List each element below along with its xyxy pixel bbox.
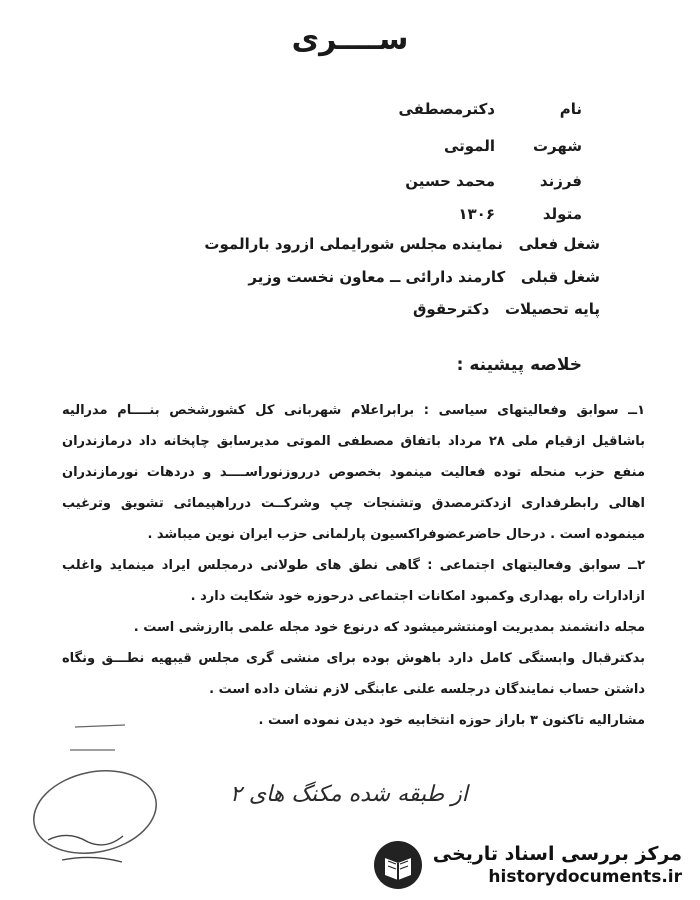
book-logo-icon [373,840,423,890]
field-value: دکترمصطفی [398,100,495,118]
archive-name: مرکز بررسی اسناد تاریخی [432,843,682,865]
previous-job-value: کارمند دارائی ــ معاون نخست وزیر [248,268,506,286]
paragraph-magazine: مجله دانشمند بمدیریت اومنتشرمیشود که درنوع خود مجله علمی باارزشی است . [133,620,645,635]
archive-url: historydocuments.ir [488,867,682,887]
field-label: نام [559,100,582,118]
field-value: محمد حسین [405,172,495,190]
current-job-value: نماینده مجلس شورایملی ازرود بارالموت [204,235,503,253]
field-value: ۱۳۰۶ [458,205,495,223]
field-label: فرزند [539,172,582,190]
footer-text [433,843,682,887]
paragraph-political: ۱ــ سوابق وفعالیتهای سیاسی : برابراعلام شهربانی کل کشورشخص بنــــام مدرالیه باشاقیل ازقیام ملی ۲۸ مرداد باتفاق مصطفی الموتی مدیرسابق چاپخانه داد درمازندران منفع حزب منحله توده فعالیت مینمود بخصوص درروزنوراســــد و دردهات نورمازندران اهالی رابطرفداری ازدکترمصدق وتشنجات چپ وشرکــت درراهپیمائی تشویق وترغیب مینموده است . درحال حاضرعضوفراکسیون پارلمانی حزب ایران نوین میباشد . [62,403,645,542]
margin-bracket-icon [70,725,125,750]
margin-note-icon [62,857,122,862]
handwritten-signature: از طبقه شده مکنگ های ۲ [230,782,468,807]
paragraph-visits: مشارالیه تاکنون ۳ باراز حوزه انتخابیه خود دیدن نموده است . [258,713,645,728]
stamp-scribble-icon [48,835,123,844]
field-label: متولد [542,205,582,223]
field-value: الموتی [443,137,495,155]
previous-job-label: شغل قبلی [520,268,600,286]
field-label: شهرت [532,137,582,155]
education-value: دکترحقوق [413,300,490,318]
paragraph-social: ۲ــ سوابق وفعالیتهای اجتماعی : گاهی نطق های طولانی درمجلس ایراد مینماید واغلب ازادارات راه بهداری وکمبود امکانات اجتماعی درحوزه خود شکایت دارد . [62,558,645,604]
paragraph-secretary: بدکترقبال وابستگی کامل دارد باهوش بوده برای منشی گری مجلس قیبهیه نطـــق ونگاه داشتن حساب نمایندگان درجلسه علنی عابنگی لازم نشان داده است . [62,651,645,697]
current-job-label: شغل فعلی [518,235,600,253]
summary-heading: خلاصه پیشینه : [456,355,582,375]
document-title: ســــری [291,22,409,57]
stamp-circle-icon [26,760,164,864]
archive-footer [373,840,682,890]
education-label: پایه تحصیلات [504,300,600,318]
